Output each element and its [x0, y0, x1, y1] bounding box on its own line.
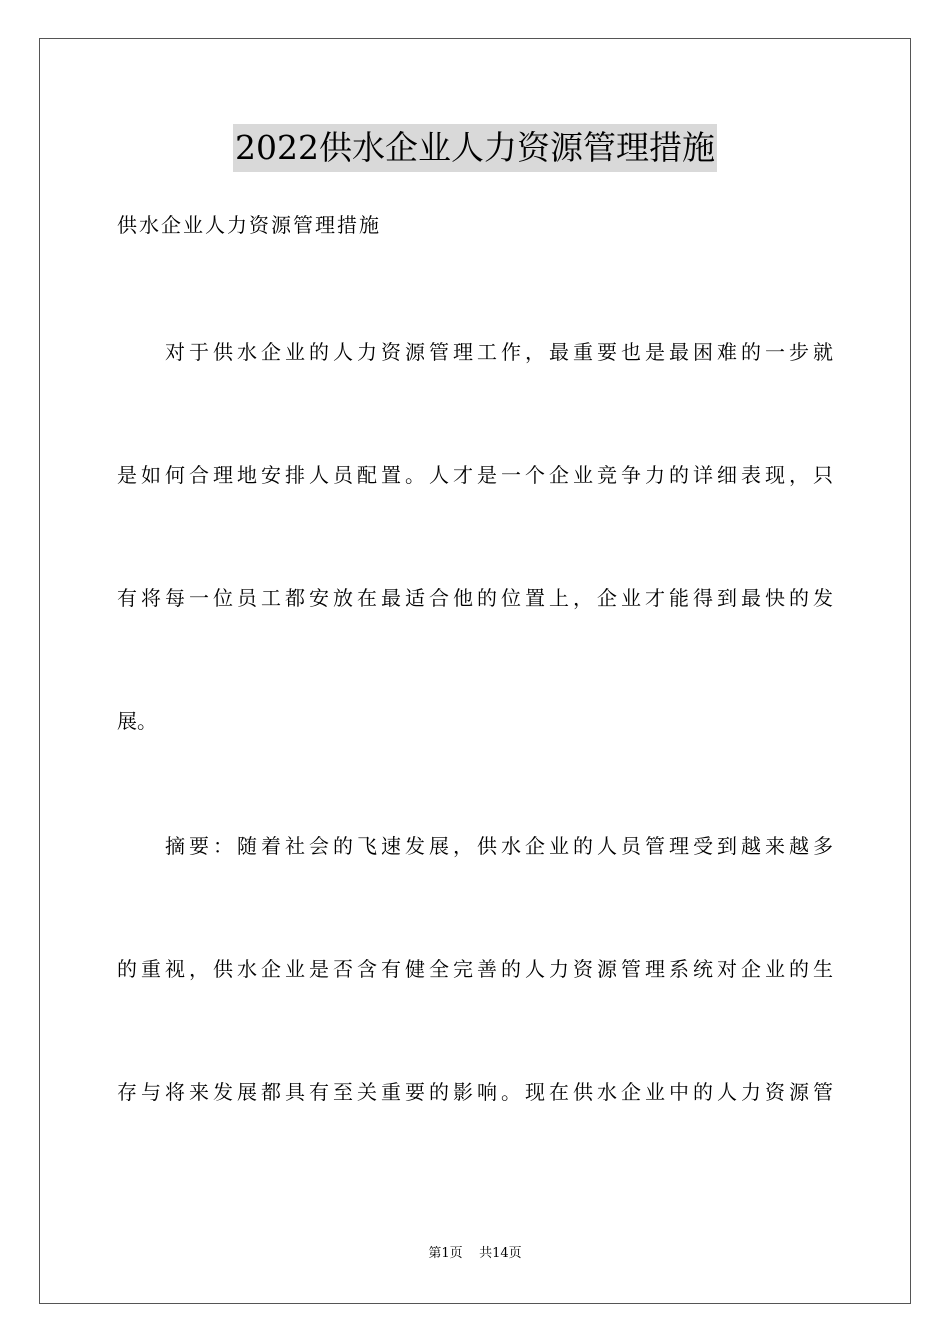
document-subtitle: 供水企业人力资源管理措施 [117, 213, 381, 237]
paragraph-line: 是如何合理地安排人员配置。人才是一个企业竞争力的详细表现，只 [117, 463, 833, 487]
paragraph-line: 存与将来发展都具有至关重要的影响。现在供水企业中的人力资源管 [117, 1080, 833, 1104]
paragraph-line: 摘要：随着社会的飞速发展，供水企业的人员管理受到越来越多 [165, 834, 833, 858]
paragraph-line: 有将每一位员工都安放在最适合他的位置上，企业才能得到最快的发 [117, 586, 833, 610]
paragraph-line: 展。 [117, 709, 157, 733]
paragraph-line: 的重视，供水企业是否含有健全完善的人力资源管理系统对企业的生 [117, 957, 833, 981]
paragraph-line: 对于供水企业的人力资源管理工作，最重要也是最困难的一步就 [165, 340, 833, 364]
page-number-footer: 第1页 共14页 [428, 1246, 522, 1261]
document-title-heading [0, 124, 950, 172]
document-title: 2022供水企业人力资源管理措施 [233, 124, 717, 172]
